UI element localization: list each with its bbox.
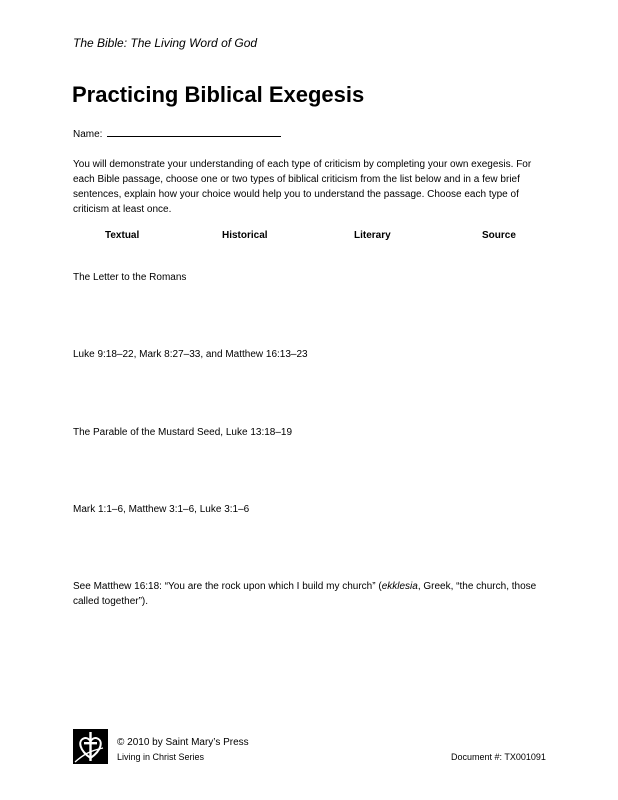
saint-marys-press-logo: [73, 729, 108, 764]
series-name: Living in Christ Series: [117, 752, 205, 762]
instructions: You will demonstrate your understanding of each type of criticism by completing your own exegesis. For each Bible passage, choose one or two types of biblical criticism from the list below and in a few brief sentences, explain how your choice would help you to understand the passage. Choose each type of criticism at least once.: [73, 159, 532, 215]
copyright-notice: © 2010 by Saint Mary’s Press: [117, 737, 249, 748]
passage-matthew-rock: [73, 579, 543, 609]
passage-mustard-seed: The Parable of the Mustard Seed, Luke 13:18–19: [73, 427, 293, 438]
criticism-type-literary: Literary: [354, 230, 391, 241]
name-row: [73, 127, 281, 140]
name-label: Name:: [73, 129, 103, 140]
name-field-line[interactable]: [107, 127, 281, 137]
page-title: Practicing Biblical Exegesis: [72, 82, 365, 107]
criticism-type-source: Source: [482, 230, 516, 241]
series-header: The Bible: The Living Word of God: [73, 36, 258, 50]
passage-matthew-rock-after: , Greek, “the church, those called together”).: [73, 581, 537, 607]
passage-romans: The Letter to the Romans: [73, 272, 187, 283]
document-number: Document #: TX001091: [451, 752, 546, 762]
passage-matthew-rock-before: See Matthew 16:18: “You are the rock upon which I build my church” (: [73, 581, 382, 592]
passage-mark-matthew-luke: Mark 1:1–6, Matthew 3:1–6, Luke 3:1–6: [73, 504, 250, 515]
passage-luke-mark-matthew: Luke 9:18–22, Mark 8:27–33, and Matthew 16:13–23: [73, 349, 308, 360]
criticism-type-historical: Historical: [222, 230, 268, 241]
passage-matthew-rock-greek-term: ekklesia: [381, 581, 418, 592]
criticism-type-textual: Textual: [105, 230, 140, 241]
